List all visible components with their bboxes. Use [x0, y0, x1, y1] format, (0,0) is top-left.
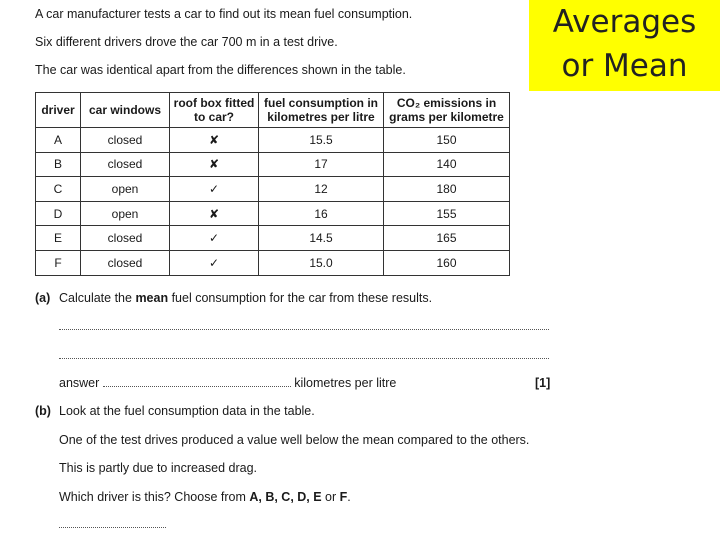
cell-co2: 150 [384, 128, 510, 153]
question-b-line-2: One of the test drives produced a value well below the mean compared to the others. [59, 433, 530, 447]
cell-driver: F [36, 250, 81, 275]
table-row [36, 226, 510, 251]
cell-fuel: 15.5 [259, 128, 384, 153]
table-row [36, 201, 510, 226]
header-driver: driver [36, 93, 81, 128]
cell-co2: 140 [384, 152, 510, 177]
slide-title-line-2: or Mean [561, 48, 688, 84]
cell-windows: open [81, 201, 170, 226]
answer-unit: kilometres per litre [290, 376, 397, 390]
question-a-text [59, 291, 432, 305]
table-row [36, 152, 510, 177]
question-b-prefix: Which driver is this? Choose from [59, 490, 250, 504]
cell-co2: 160 [384, 250, 510, 275]
table-header-row [36, 93, 510, 128]
cell-fuel: 17 [259, 152, 384, 177]
cell-windows: closed [81, 152, 170, 177]
question-b-end: . [347, 490, 351, 504]
cell-windows: open [81, 177, 170, 202]
question-b-or: or [321, 490, 340, 504]
intro-line-1: A car manufacturer tests a car to find out its mean fuel consumption. [35, 7, 413, 21]
intro-line-2: Six different drivers drove the car 700 m in a test drive. [35, 35, 338, 49]
cell-co2: 155 [384, 201, 510, 226]
answer-line-1[interactable] [59, 328, 549, 330]
cell-roof-box: ✘ [170, 201, 259, 226]
cell-roof-box: ✓ [170, 250, 259, 275]
cell-roof-box: ✘ [170, 152, 259, 177]
slide-title-box [529, 0, 720, 91]
cell-fuel: 14.5 [259, 226, 384, 251]
question-b-line-3: This is partly due to increased drag. [59, 461, 258, 475]
header-co2-emissions: CO₂ emissions in grams per kilometre [384, 93, 510, 128]
cell-fuel: 12 [259, 177, 384, 202]
question-b-last-option: F [339, 490, 348, 504]
question-b-options: A, B, C, D, E [249, 490, 322, 504]
cell-fuel: 16 [259, 201, 384, 226]
cell-driver: B [36, 152, 81, 177]
cell-windows: closed [81, 128, 170, 153]
question-a-text-before: Calculate the [59, 291, 136, 305]
question-a-text-after: fuel consumption for the car from these results. [168, 291, 433, 305]
question-b-line-1: Look at the fuel consumption data in the table. [59, 404, 315, 418]
slide-title-line-1: Averages [552, 4, 697, 40]
fuel-data-table [35, 92, 510, 276]
cell-fuel: 15.0 [259, 250, 384, 275]
answer-prefix: answer [59, 376, 103, 390]
cell-windows: closed [81, 226, 170, 251]
cell-roof-box: ✓ [170, 226, 259, 251]
table-row [36, 250, 510, 275]
question-a-bold-mean: mean [135, 291, 169, 305]
question-b-line-4 [59, 490, 351, 504]
table-row [36, 177, 510, 202]
intro-line-3: The car was identical apart from the differences shown in the table. [35, 63, 406, 77]
cell-co2: 165 [384, 226, 510, 251]
question-b-answer-line[interactable] [59, 526, 166, 528]
cell-driver: A [36, 128, 81, 153]
answer-blank[interactable] [103, 386, 291, 387]
question-b-label: (b) [35, 404, 51, 418]
question-a-marks: [1] [535, 376, 551, 390]
answer-line-2[interactable] [59, 357, 549, 359]
question-a-label: (a) [35, 291, 51, 305]
cell-driver: D [36, 201, 81, 226]
cell-windows: closed [81, 250, 170, 275]
header-roof-box: roof box fitted to car? [170, 93, 259, 128]
answer-row [59, 376, 396, 390]
cell-co2: 180 [384, 177, 510, 202]
cell-roof-box: ✓ [170, 177, 259, 202]
header-car-windows: car windows [81, 93, 170, 128]
cell-driver: E [36, 226, 81, 251]
header-fuel-consumption: fuel consumption in kilometres per litre [259, 93, 384, 128]
cell-roof-box: ✘ [170, 128, 259, 153]
table-row [36, 128, 510, 153]
cell-driver: C [36, 177, 81, 202]
